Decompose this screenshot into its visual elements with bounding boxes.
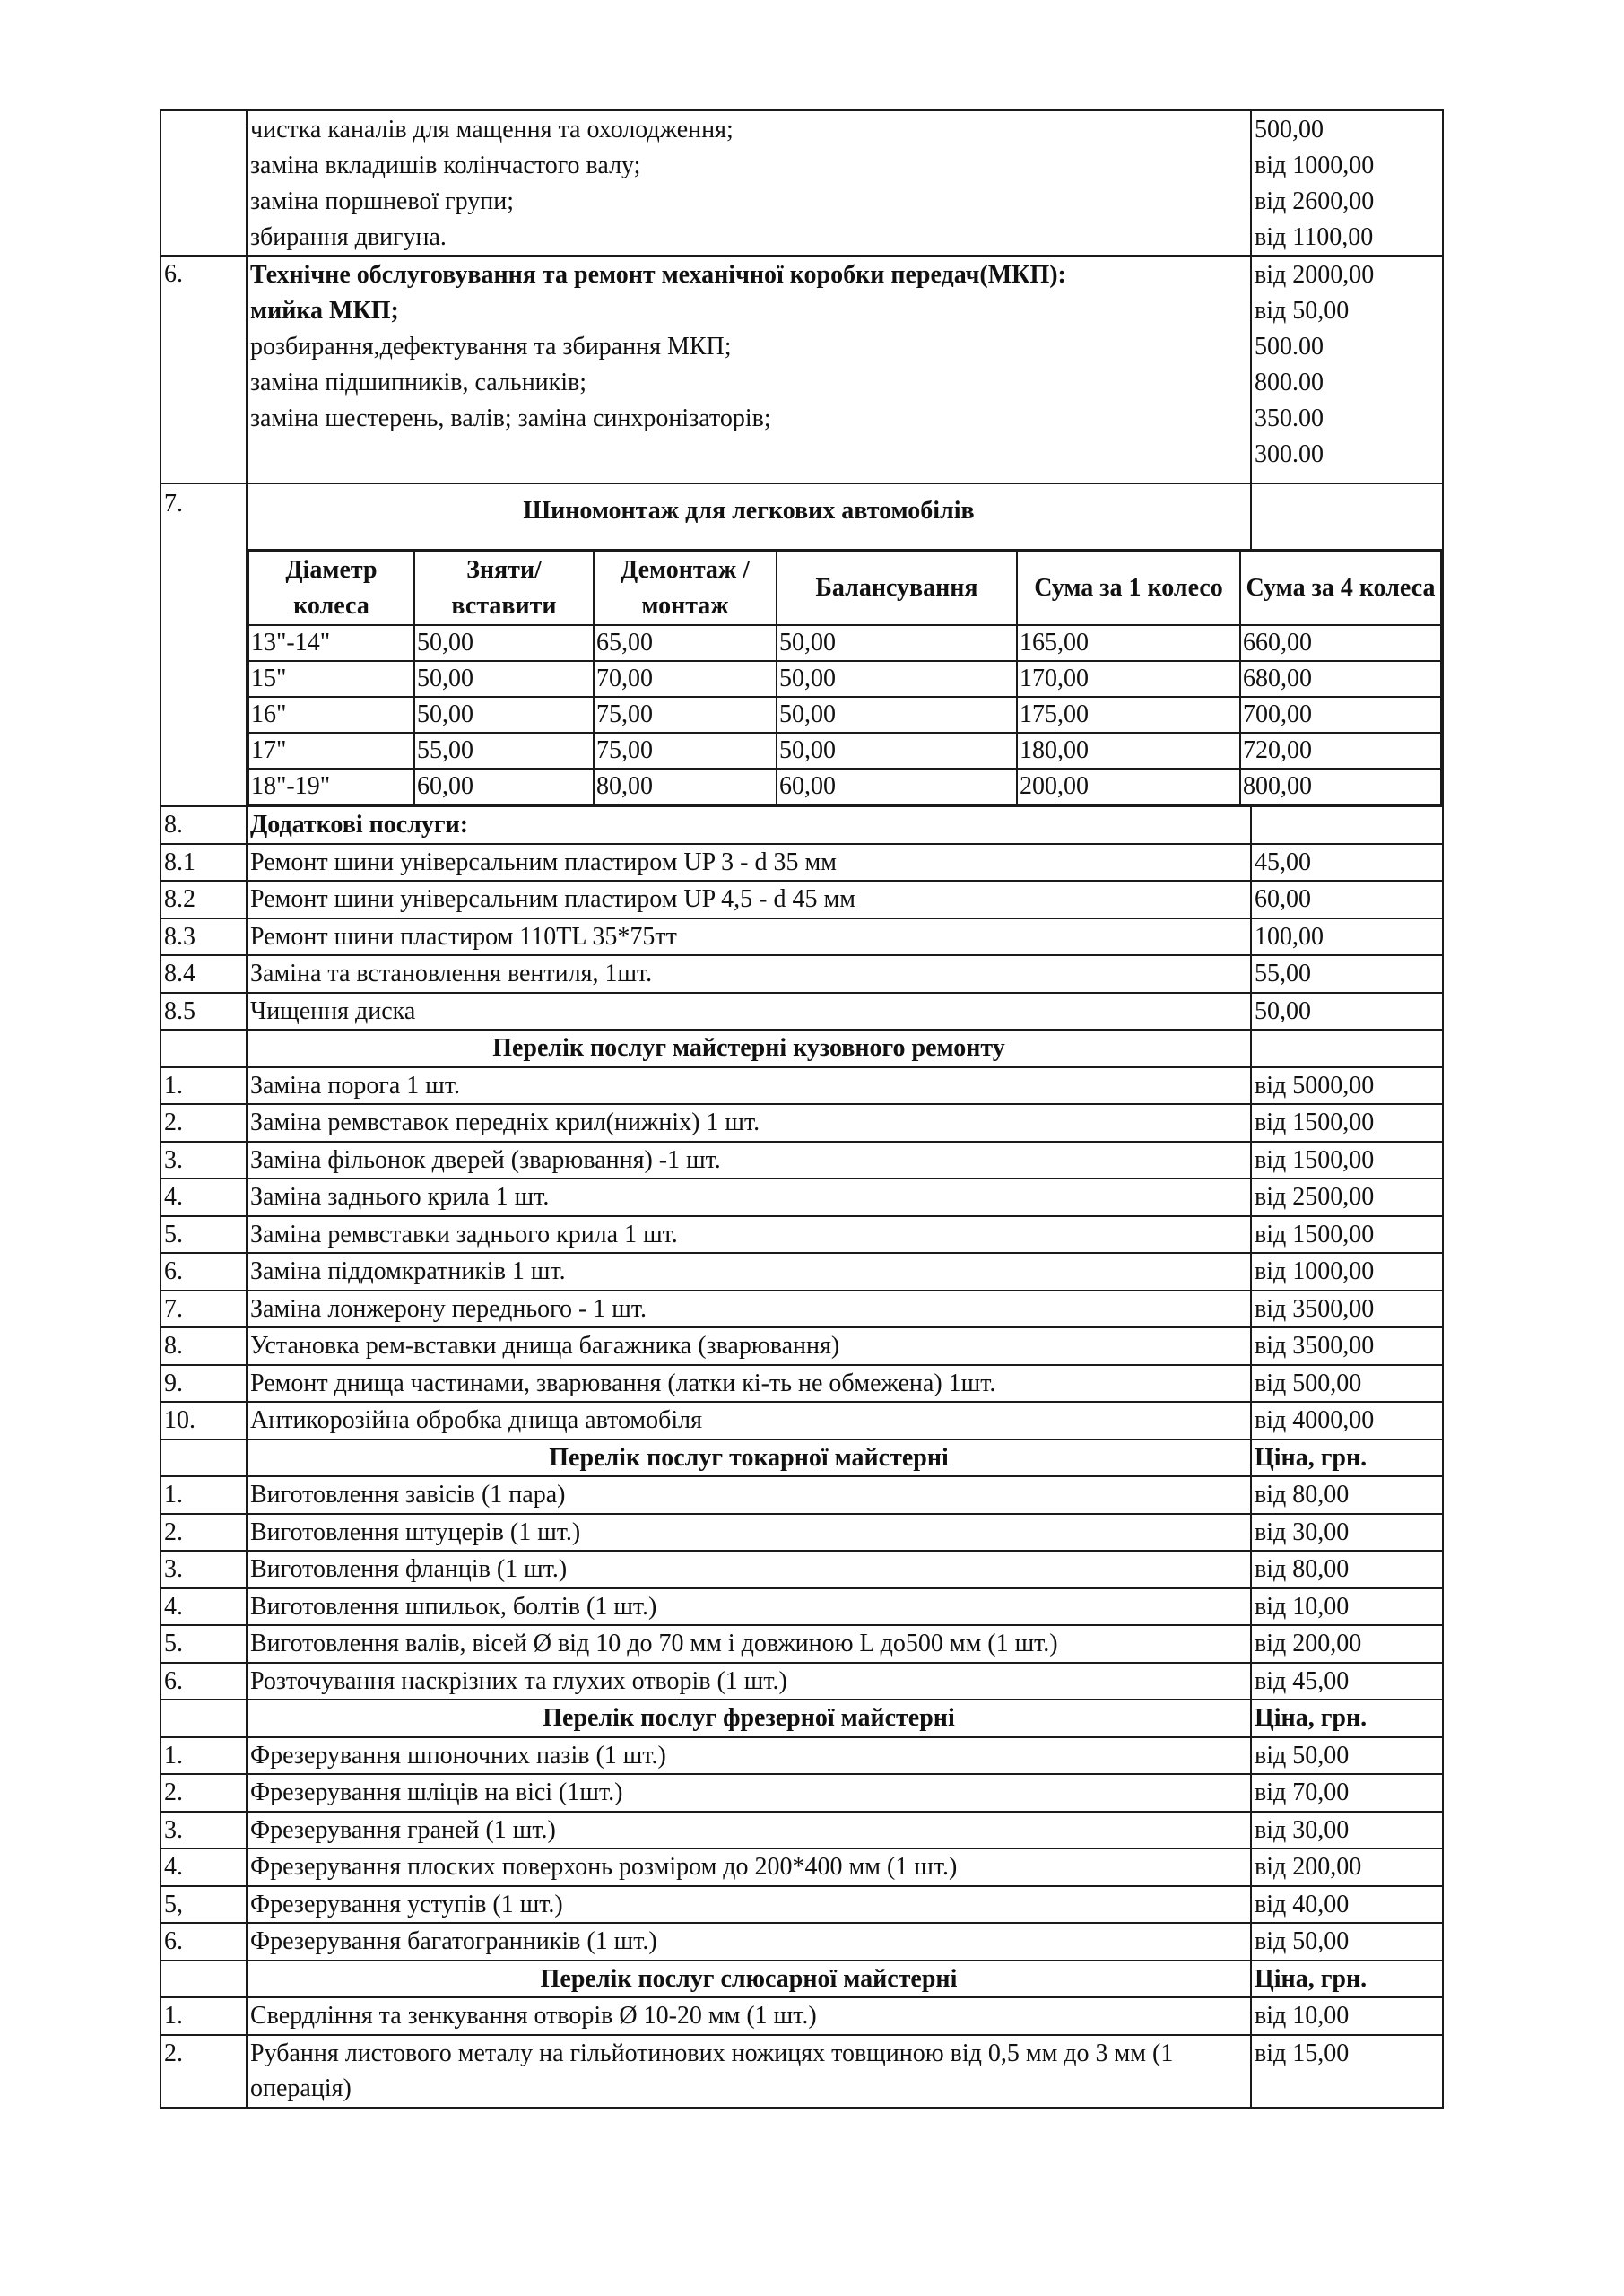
table-row: [248, 697, 1441, 733]
description-cell: [247, 256, 1251, 483]
table-row: [248, 733, 1441, 769]
service-label: Установка рем-вставки днища багажника (зварювання): [247, 1327, 1251, 1365]
price: від 40,00: [1251, 1886, 1443, 1924]
price-header: [1251, 1030, 1443, 1067]
service-label: Фрезерування уступів (1 шт.): [247, 1886, 1251, 1924]
cell: 60,00: [414, 769, 594, 804]
cell: 75,00: [594, 733, 777, 769]
table-row: [161, 1588, 1443, 1626]
table-row: [161, 1067, 1443, 1105]
service-label: Фрезерування багатогранників (1 шт.): [247, 1923, 1251, 1961]
row-number: 2.: [161, 2035, 247, 2108]
price: від 80,00: [1251, 1551, 1443, 1588]
service-label: Ремонт днища частинами, зварювання (латки кі-ть не обмежена) 1шт.: [247, 1365, 1251, 1403]
table-row: [161, 993, 1443, 1031]
service-label: Заміна фільонок дверей (зварювання) -1 шт.: [247, 1142, 1251, 1179]
price: від 1500,00: [1251, 1104, 1443, 1142]
service-label: Фрезерування шліців на вісі (1шт.): [247, 1774, 1251, 1812]
row-number: [161, 1961, 247, 1998]
cell: 200,00: [1017, 769, 1240, 804]
table-row: [161, 1402, 1443, 1439]
row-number: 3.: [161, 1551, 247, 1588]
cell: 13"-14": [248, 625, 414, 661]
row-number: 10.: [161, 1402, 247, 1439]
row-number: 5.: [161, 1625, 247, 1663]
price: від 2000,00: [1255, 261, 1375, 289]
cell: 720,00: [1240, 733, 1441, 769]
table-row: [161, 881, 1443, 918]
price: 60,00: [1251, 881, 1443, 918]
service-label: Розточування наскрізних та глухих отворів (1 шт.): [247, 1663, 1251, 1700]
table-row: [161, 1923, 1443, 1961]
row-number: 7.: [161, 483, 247, 806]
section-title: Технічне обслуговування та ремонт механічної коробки передач(МКП):: [250, 261, 1066, 289]
service-label: Антикорозійна обробка днища автомобіля: [247, 1402, 1251, 1439]
cell: 15": [248, 661, 414, 697]
row-number: 5.: [161, 1216, 247, 1254]
cell: 60,00: [777, 769, 1017, 804]
cell: 170,00: [1017, 661, 1240, 697]
row-number: 8.: [161, 806, 247, 844]
service-item: чистка каналів для мащення та охолодження;: [250, 116, 734, 144]
service-label: Заміна піддомкратників 1 шт.: [247, 1253, 1251, 1291]
column-header: Зняти/ вставити: [414, 552, 594, 625]
row-number: 1.: [161, 1737, 247, 1775]
engine-repair-continuation-row: [161, 110, 1443, 256]
price-cell: [1251, 256, 1443, 483]
service-item: заміна вкладишів колінчастого валу;: [250, 152, 641, 179]
service-label: Рубання листового металу на гільйотинових ножицях товщиною від 0,5 мм до 3 мм (1 операція): [247, 2035, 1251, 2108]
table-row: [161, 844, 1443, 882]
cell: 180,00: [1017, 733, 1240, 769]
price-header: Ціна, грн.: [1251, 1961, 1443, 1998]
service-label: Фрезерування шпоночних пазів (1 шт.): [247, 1737, 1251, 1775]
service-item: заміна підшипників, сальників;: [250, 369, 587, 396]
price: від 80,00: [1251, 1476, 1443, 1514]
cell: 50,00: [777, 697, 1017, 733]
price: від 2500,00: [1251, 1178, 1443, 1216]
service-label: Ремонт шини універсальним пластиром UP 3 - d 35 мм: [247, 844, 1251, 882]
cell: 18"-19": [248, 769, 414, 804]
row-number: 6.: [161, 1253, 247, 1291]
row-number: 6.: [161, 256, 247, 483]
service-label: Заміна ремвставок передніх крил(нижніх) 1 шт.: [247, 1104, 1251, 1142]
section-title: Перелік послуг токарної майстерні: [247, 1439, 1251, 1477]
cell: 50,00: [777, 661, 1017, 697]
price: 500.00: [1255, 333, 1324, 361]
table-row: [161, 1476, 1443, 1514]
price: 45,00: [1251, 844, 1443, 882]
table-row: [161, 1774, 1443, 1812]
cell: 660,00: [1240, 625, 1441, 661]
service-label: Фрезерування плоских поверхонь розміром до 200*400 мм (1 шт.): [247, 1848, 1251, 1886]
price: від 500,00: [1251, 1365, 1443, 1403]
section-title: Перелік послуг майстерні кузовного ремонту: [247, 1030, 1251, 1067]
row-number: 8.: [161, 1327, 247, 1365]
table-row: [161, 1142, 1443, 1179]
table-row: [248, 769, 1441, 804]
price: від 2600,00: [1255, 187, 1375, 215]
table-row: [161, 1253, 1443, 1291]
cell: 17": [248, 733, 414, 769]
row-number: [161, 110, 247, 256]
cell: 50,00: [777, 625, 1017, 661]
row-number: 3.: [161, 1812, 247, 1849]
additional-services-title-row: [161, 806, 1443, 844]
price: від 50,00: [1251, 1737, 1443, 1775]
section-title: Перелік послуг фрезерної майстерні: [247, 1700, 1251, 1737]
locksmith-shop-header-row: [161, 1961, 1443, 1998]
tire-price-table: [248, 551, 1442, 805]
table-row: [161, 1216, 1443, 1254]
tire-table-header: [248, 552, 1441, 625]
service-label: Виготовлення шпильок, болтів (1 шт.): [247, 1588, 1251, 1626]
price-list-page: [160, 109, 1444, 2109]
service-label: Виготовлення завісів (1 пара): [247, 1476, 1251, 1514]
turning-shop-header-row: [161, 1439, 1443, 1477]
row-number: 4.: [161, 1588, 247, 1626]
milling-shop-header-row: [161, 1700, 1443, 1737]
row-number: 2.: [161, 1104, 247, 1142]
price: від 10,00: [1251, 1588, 1443, 1626]
table-row: [161, 1365, 1443, 1403]
price: від 200,00: [1251, 1848, 1443, 1886]
column-header: Балансування: [777, 552, 1017, 625]
price: від 45,00: [1251, 1663, 1443, 1700]
table-row: [161, 1737, 1443, 1775]
cell: 70,00: [594, 661, 777, 697]
service-label: Ремонт шини пластиром 110TL 35*75тт: [247, 918, 1251, 956]
service-label: Чищення диска: [247, 993, 1251, 1031]
service-item: збирання двигуна.: [250, 223, 447, 251]
table-row: [161, 1848, 1443, 1886]
row-number: 9.: [161, 1365, 247, 1403]
cell: 800,00: [1240, 769, 1441, 804]
row-number: 2.: [161, 1514, 247, 1552]
row-number: 4.: [161, 1178, 247, 1216]
service-item: заміна поршневої групи;: [250, 187, 515, 215]
service-label: Виготовлення фланців (1 шт.): [247, 1551, 1251, 1588]
price-list-table: [160, 109, 1444, 2109]
price: від 30,00: [1251, 1812, 1443, 1849]
section-title: Перелік послуг слюсарної майстерні: [247, 1961, 1251, 1998]
price: 100,00: [1251, 918, 1443, 956]
service-label: Заміна порога 1 шт.: [247, 1067, 1251, 1105]
section-subtitle: мийка МКП;: [250, 297, 399, 325]
table-row: [161, 1514, 1443, 1552]
price: від 1000,00: [1255, 152, 1375, 179]
tire-service-title-row: [161, 483, 1443, 550]
service-label: Виготовлення штуцерів (1 шт.): [247, 1514, 1251, 1552]
row-number: 7.: [161, 1291, 247, 1328]
cell: 55,00: [414, 733, 594, 769]
table-row: [161, 918, 1443, 956]
table-row: [161, 1104, 1443, 1142]
cell: 700,00: [1240, 697, 1441, 733]
price: від 4000,00: [1251, 1402, 1443, 1439]
price: від 1000,00: [1251, 1253, 1443, 1291]
table-row: [161, 1178, 1443, 1216]
table-row: [161, 955, 1443, 993]
price: від 70,00: [1251, 1774, 1443, 1812]
price: 50,00: [1251, 993, 1443, 1031]
row-number: 1.: [161, 1067, 247, 1105]
service-item: розбирання,дефектування та збирання МКП;: [250, 333, 732, 361]
price: від 5000,00: [1251, 1067, 1443, 1105]
price: від 30,00: [1251, 1514, 1443, 1552]
gearbox-section-row: [161, 256, 1443, 483]
price: від 1500,00: [1251, 1216, 1443, 1254]
price-cell: [1251, 806, 1443, 844]
cell: 50,00: [414, 697, 594, 733]
price-cell: [1251, 110, 1443, 256]
table-row: [161, 1812, 1443, 1849]
row-number: 1.: [161, 1997, 247, 2035]
cell: 75,00: [594, 697, 777, 733]
cell: 50,00: [414, 625, 594, 661]
table-row: [161, 1625, 1443, 1663]
price: від 3500,00: [1251, 1327, 1443, 1365]
service-label: Фрезерування граней (1 шт.): [247, 1812, 1251, 1849]
service-item: заміна шестерень, валів; заміна синхронізаторів;: [250, 404, 771, 432]
cell: 175,00: [1017, 697, 1240, 733]
row-number: 8.4: [161, 955, 247, 993]
service-label: Ремонт шини універсальним пластиром UP 4,5 - d 45 мм: [247, 881, 1251, 918]
table-row: [161, 1551, 1443, 1588]
price: від 50,00: [1255, 297, 1350, 325]
service-label: Заміна та встановлення вентиля, 1шт.: [247, 955, 1251, 993]
row-number: 6.: [161, 1663, 247, 1700]
row-number: [161, 1700, 247, 1737]
price: від 3500,00: [1251, 1291, 1443, 1328]
price: від 15,00: [1251, 2035, 1443, 2108]
cell: 680,00: [1240, 661, 1441, 697]
price-header: Ціна, грн.: [1251, 1700, 1443, 1737]
service-label: Виготовлення валів, вісей Ø від 10 до 70 мм і довжиною L до500 мм (1 шт.): [247, 1625, 1251, 1663]
cell: 50,00: [777, 733, 1017, 769]
row-number: 8.3: [161, 918, 247, 956]
price: 800.00: [1255, 369, 1324, 396]
column-header: Сума за 1 колесо: [1017, 552, 1240, 625]
section-title: Шиномонтаж для легкових автомобілів: [247, 483, 1251, 550]
price: від 1500,00: [1251, 1142, 1443, 1179]
cell: 65,00: [594, 625, 777, 661]
row-number: 8.1: [161, 844, 247, 882]
table-row: [161, 1663, 1443, 1700]
price-cell: [1251, 483, 1443, 550]
row-number: 2.: [161, 1774, 247, 1812]
table-row: [248, 661, 1441, 697]
description-cell: [247, 110, 1251, 256]
row-number: 3.: [161, 1142, 247, 1179]
price: 300.00: [1255, 440, 1324, 468]
cell: 165,00: [1017, 625, 1240, 661]
tire-table-row: [161, 550, 1443, 806]
column-header: Сума за 4 колеса: [1240, 552, 1441, 625]
cell: 50,00: [414, 661, 594, 697]
table-row: [161, 1291, 1443, 1328]
price: від 200,00: [1251, 1625, 1443, 1663]
table-row: [248, 625, 1441, 661]
service-label: Свердління та зенкування отворів Ø 10-20 мм (1 шт.): [247, 1997, 1251, 2035]
row-number: 8.2: [161, 881, 247, 918]
price: 55,00: [1251, 955, 1443, 993]
row-number: 5,: [161, 1886, 247, 1924]
table-row: [161, 1886, 1443, 1924]
table-row: [161, 1327, 1443, 1365]
price: 500,00: [1255, 116, 1324, 144]
section-title: Додаткові послуги:: [247, 806, 1251, 844]
row-number: 6.: [161, 1923, 247, 1961]
service-label: Заміна ремвставки заднього крила 1 шт.: [247, 1216, 1251, 1254]
service-label: Заміна лонжерону переднього - 1 шт.: [247, 1291, 1251, 1328]
cell: 80,00: [594, 769, 777, 804]
row-number: [161, 1030, 247, 1067]
table-row: [161, 1997, 1443, 2035]
table-row: [161, 2035, 1443, 2108]
price: від 10,00: [1251, 1997, 1443, 2035]
column-header: Діаметр колеса: [248, 552, 414, 625]
row-number: [161, 1439, 247, 1477]
row-number: 8.5: [161, 993, 247, 1031]
row-number: 1.: [161, 1476, 247, 1514]
price-header: Ціна, грн.: [1251, 1439, 1443, 1477]
row-number: 4.: [161, 1848, 247, 1886]
price: від 50,00: [1251, 1923, 1443, 1961]
body-shop-header-row: [161, 1030, 1443, 1067]
price: 350.00: [1255, 404, 1324, 432]
column-header: Демонтаж / монтаж: [594, 552, 777, 625]
tire-table-cell: [247, 550, 1443, 806]
cell: 16": [248, 697, 414, 733]
service-label: Заміна заднього крила 1 шт.: [247, 1178, 1251, 1216]
price: від 1100,00: [1255, 223, 1374, 251]
